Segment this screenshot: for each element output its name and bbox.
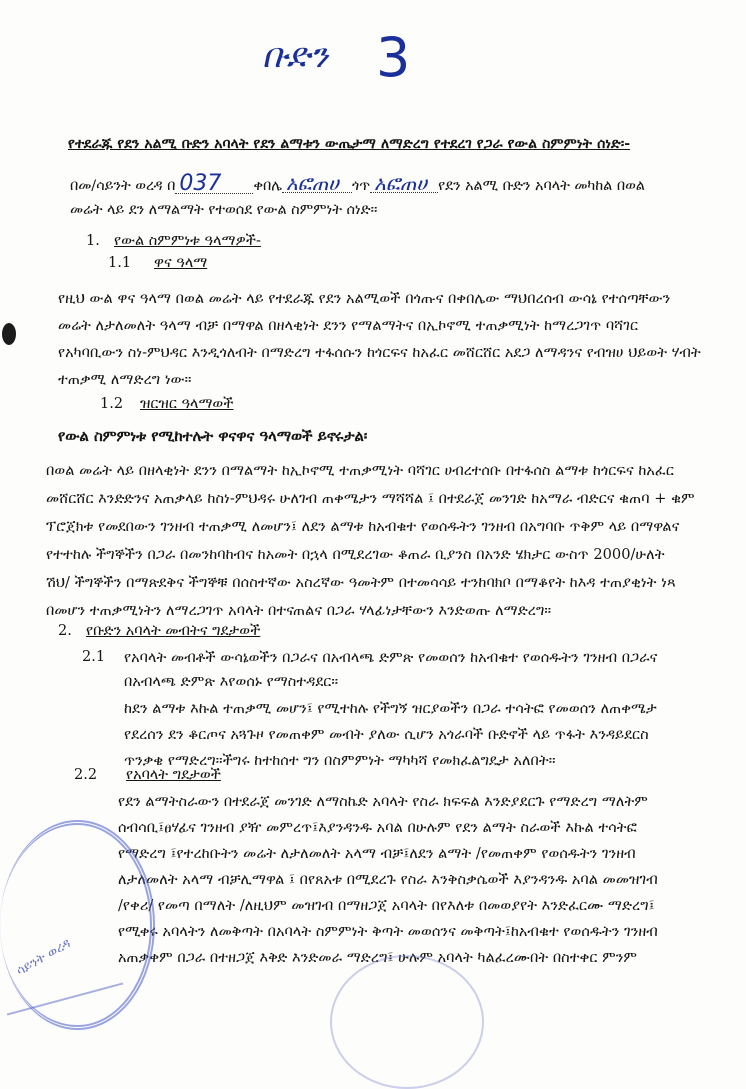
intro-text-4: የደን አልሚ ቡድን አባላት መካከል በወል (438, 178, 645, 194)
paragraph-line: የዚህ ውል ዋና ዓላማ በወል መሬት ላይ የተደራጁ የደን አልሚወች በጎጡና በቀበሌው ማህበረሰብ ውሳኔ የተሰጣቸውን (58, 290, 671, 307)
paragraph-line: በመሆን ተጠቃሚነትን ለማረጋገጥ አባላት በተናጠልና በጋራ ሃላፊነታቸውን እንድወጡ ለማድረግ። (46, 602, 552, 619)
paragraph-line: መሬት ለታለመለት ዓላማ ብቻ በማዋል በዘላቂነት ደንን የማልማትና በኢኮኖሚ ተጠቃሚነት ከማረጋገጥ ባሻገር (58, 317, 639, 334)
paragraph-line: የአባላት መብቶች ውሳኔወችን በጋራና በአብላጫ ድምጽ የመወሰን ከአብቁተ የወሰዱትን ገንዘብ በጋራና (124, 649, 658, 666)
paragraph-line: ተጠቃሚ ለማድረግ ነው። (58, 371, 192, 388)
paragraph-line: ሽህ/ ችግኞችን በማጽደቅና ችግኞቹ በሰስተኛው አስረኛው ዓመትም በተመሳሳይ ተንከባክቦ በማቆየት ከእዳ ተጠያቂነት ነጻ (46, 574, 676, 591)
section-label: ዝርዝር ዓላማወች (140, 396, 234, 412)
paragraph-line: /የቀሪ/ የመጣ በማለት /ለዚህም መዝገብ በማዘጋጀ አባላት በየእለቱ በመወያየት እንድፈርሙ ማድረግ፤ (118, 897, 655, 914)
paragraph-line: ከደን ልማቱ እኩል ተጠቃሚ መሆን፤ የሚተከሉ የችግኝ ዝርያወችን በጋራ ተሳትፎ የመወሰን ለጠቀሜታ (124, 700, 657, 717)
punch-hole (2, 323, 16, 345)
kebele-fill: አፎጠሀ (282, 174, 352, 193)
paragraph-line: የሚቀሩ አባላትን ለመቅጣት በአባላት ስምምነት ቅጣት መወሰንና መቅጣት፤ከአብቁተ የወሰዱትን ገንዘብ (118, 923, 658, 940)
section-number: 2. (58, 623, 72, 639)
section-1-2-heading (100, 396, 233, 412)
section-number: 1.1 (108, 255, 132, 271)
intro-line-2: መሬት ላይ ደን ለማልማት የተወሰደ የውል ስምምነት ሰነድ። (70, 202, 378, 218)
section-number: 1. (86, 233, 100, 249)
section-label: የአባላት ግደታወች (126, 767, 221, 783)
section-2-2-heading (74, 767, 221, 783)
intro-text-2: ቀበሌ (253, 178, 282, 194)
paragraph-line: ለታለመለት አላማ ብቻሊማዋል ፤ በየጸአቱ በሚደረጉ የስራ እንቅስቃሴወች እያንዳንዱ አባል መመዝገብ (118, 871, 658, 888)
section-label: የውል ስምምነቱ ዓላማዎች- (114, 233, 261, 249)
paragraph-line: ፕሮጀክቱ የመደበውን ገንዘብ ተጠቃሚ ለመሆን፤ ለደን ልማቱ ከአብቁተ የወሰዱትን ገንዘብ በአግባቡ ጥቅም ላይ በማዋልና (46, 518, 680, 535)
objectives-intro: የውል ስምምነቱ የሚከተሉት ዋናዋና ዓላማወች ይኖሩታል፡ (58, 428, 368, 445)
paragraph-line: አጠቃቀም በጋራ በተዘጋጀ እቅድ እንድመራ ማድረግ፤ ሁሉም አባላት ካልፈረሙበት በስተቀር ምንም (118, 949, 638, 966)
paragraph-line: መሸርሸር እንድድንና አጠቃላይ ከስነ-ምህዳሩ ሁለገብ ጠቀሜታን ማሻሻል ፤ በተደራጀ መንገድ ከአማራ ብድርና ቁጠባ + ቁም (46, 490, 695, 507)
section-label: የቡድን አባላት መብትና ግደታወች (86, 623, 261, 639)
section-2-heading (58, 623, 260, 639)
section-number: 1.2 (100, 396, 124, 412)
intro-text-1: በመ/ሳይንት ወረዳ በ (70, 178, 176, 194)
official-stamp (0, 820, 155, 1030)
paragraph-line: የደረሰን ደን ቆርጦና አጓጉዞ የመጠቀም መብት ያለው ሲሆን አጎራባች ቡድኖች ላይ ጥፋት እንዳይደርስ (124, 726, 649, 743)
paragraph-line: በአብላጫ ድምጽ እየወሰኑ የማስተዳደር። (124, 673, 339, 690)
paragraph-line: የአካባቢውን ስነ-ምህዳር እንዲጎለብት በማድረግ ተፋሰሱን ከጎርፍና ከአፈር መሸርሸር አደጋ ለማዳንና የብዝሀ ህይወት ሃብት (58, 344, 701, 361)
document-title: የተደራጁ የደን አልሚ ቡድን አባላት የደን ልማቱን ውጤታማ ለማድረግ የተደረገ የጋራ የውል ስምምነት ሰነድ፡- (68, 136, 631, 152)
section-2-1-heading (82, 649, 122, 665)
section-number: 2.2 (74, 767, 98, 783)
section-label: ዋና ዓላማ (154, 255, 208, 271)
handwritten-number: 3 (376, 26, 411, 89)
intro-text-3: ጎጥ (351, 178, 371, 194)
intro-line-1 (70, 171, 645, 196)
section-1-1-heading (108, 255, 207, 271)
paragraph-line: ጥንቃቄ የማድረግ።ችግሩ ከተከሰተ ግን በስምምነት ማካካሻ የመክፈልግዴታ አለበት። (124, 752, 556, 769)
section-1-heading (86, 233, 261, 249)
paragraph-line: በወል መሬት ላይ በዘላቂነት ደንን በማልማት ከኢኮኖሚ ተጠቃሚነት ባሻገር ሀብረተሰቡ በተፋሰስ ልማቱ ከጎርፍና ከአፈር (46, 462, 674, 479)
faint-stamp (330, 955, 484, 1089)
handwritten-title: ቡድን (262, 36, 328, 76)
woreda-fill: 037 (175, 175, 253, 194)
paragraph-line: ሰብሳቢ፤ፀሃፊና ገንዘብ ያዥ መምረጥ፤እያንዳንዱ አባል በሁሉም የደን ልማት ስራወች እኩል ተሳትፎ (118, 819, 637, 836)
got-fill: አፎጠሀ (370, 174, 438, 193)
paragraph-line: የማድረግ ፤የተረከቡትን መሬት ለታለመለት አላማ ብቻ፤ለደን ልማት /የመጠቀም የወሰዱትን ገንዘብ (118, 845, 636, 862)
section-number: 2.1 (82, 649, 106, 665)
paragraph-line: የተተከሉ ችግኞችን በጋራ በመንከባከብና ከአመት በኋላ በሚደረገው ቆጠራ ቢያንስ በአንድ ሄክታር ውስጥ 2000/ሁለት (46, 546, 665, 563)
stamp-text: ሳይንት ወረዳ (14, 935, 74, 979)
paragraph-line: የደን ልማትስራውን በተደራጀ መንገድ ለማስኬድ አባላት የስራ ክፍፍል እንድያደርጉ የማድረግ ማለትም (118, 793, 648, 810)
